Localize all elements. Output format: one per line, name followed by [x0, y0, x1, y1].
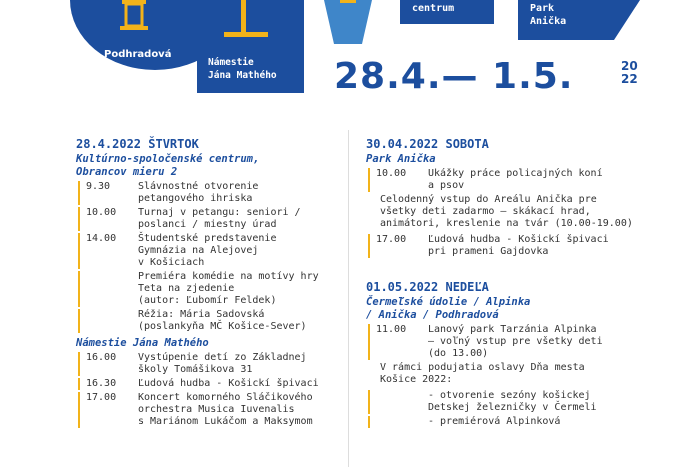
column-divider — [348, 130, 349, 467]
program-item — [78, 233, 338, 269]
event-description: Vystúpenie detí zo Základnej školy Tomášikova 31 — [138, 352, 307, 375]
program-item — [368, 234, 666, 258]
program-item — [78, 181, 338, 205]
event-description: - premiérová Alpinková — [428, 416, 561, 427]
venue-heading: Námestie Jána Mathého — [76, 337, 209, 349]
info-note: V rámci podujatia oslavy Dňa mesta Košice 2022: — [380, 362, 585, 385]
program-subitem — [368, 390, 666, 414]
info-note: Celodenný vstup do Areálu Anička pre všetky deti zadarmo – skákací hrad, animátori, kreslenie na tvár (10.00-19.00) — [380, 194, 633, 229]
event-description: Ukážky práce policajných koní a psov — [428, 168, 603, 191]
program-item — [78, 207, 338, 231]
program-item — [78, 309, 338, 333]
event-time: 10.00 — [376, 168, 407, 179]
venue-heading: Čermeľské údolie / Alpinka / Anička / Podhradová — [366, 296, 531, 321]
event-time: 16.30 — [86, 378, 117, 389]
event-time: 16.00 — [86, 352, 117, 363]
event-description: Lanový park Tarzánia Alpinka – voľný vstup pre všetky deti (do 13.00) — [428, 324, 603, 359]
program-item — [78, 378, 338, 390]
event-description: Turnaj v petangu: seniori / poslanci / miestny úrad — [138, 207, 301, 230]
event-time: 17.00 — [86, 392, 117, 403]
event-description: Študentské predstavenie Gymnázia na Alejovej v Košiciach — [138, 233, 277, 268]
fountain-icon — [218, 0, 272, 42]
event-time: 10.00 — [86, 207, 117, 218]
event-description: - otvorenie sezóny košickej Detskej železničky v Čermeli — [428, 390, 597, 413]
program-item — [78, 352, 338, 376]
event-time: 9.30 — [86, 181, 111, 192]
program-item — [78, 271, 338, 307]
event-dates: 28.4.— 1.5. — [334, 56, 574, 97]
poster-header — [0, 0, 700, 112]
program-item — [368, 324, 666, 360]
park-label: Park Anička — [530, 3, 567, 27]
event-description: Koncert komorného Sláčikového orchestra Musica Iuvenalis s Mariánom Lukáčom a Maksymom — [138, 392, 313, 427]
program-item — [78, 392, 338, 428]
event-time: 14.00 — [86, 233, 117, 244]
event-time — [86, 271, 138, 307]
event-year: 20 22 — [621, 59, 638, 86]
cup-shape — [324, 0, 372, 44]
event-description: Réžia: Mária Sadovská (poslankyňa MČ Košice-Sever) — [138, 309, 307, 332]
left-column — [76, 137, 338, 430]
venue-heading: Park Anička — [366, 153, 436, 165]
event-description: Ľudová hudba - Košickí špivaci pri prameni Gajdovka — [428, 234, 609, 257]
event-time: 11.00 — [376, 324, 407, 335]
day-heading: 28.4.2022 ŠTVRTOK — [76, 137, 199, 151]
event-time — [86, 309, 138, 333]
event-description: Premiéra komédie na motívy hry Teta na zjedenie (autor: Ľubomír Feldek) — [138, 271, 319, 306]
podhradova-label: Podhradová — [104, 49, 172, 60]
namestie-label: Námestie Jána Mathého — [208, 57, 277, 81]
program-subitem — [368, 416, 666, 428]
day-heading: 01.05.2022 NEDEĽA — [366, 280, 489, 294]
event-description: Slávnostné otvorenie petangového ihriska — [138, 181, 259, 204]
day-heading: 30.04.2022 SOBOTA — [366, 137, 489, 151]
venue-heading: Kultúrno-spoločenské centrum, Obrancov mieru 2 — [76, 153, 260, 178]
centrum-label: centrum — [412, 3, 455, 14]
event-time: 17.00 — [376, 234, 407, 245]
tower-icon — [116, 0, 152, 36]
event-description: Ľudová hudba - Košickí špivaci — [138, 378, 319, 389]
program-item — [368, 168, 666, 192]
right-column — [366, 137, 666, 430]
